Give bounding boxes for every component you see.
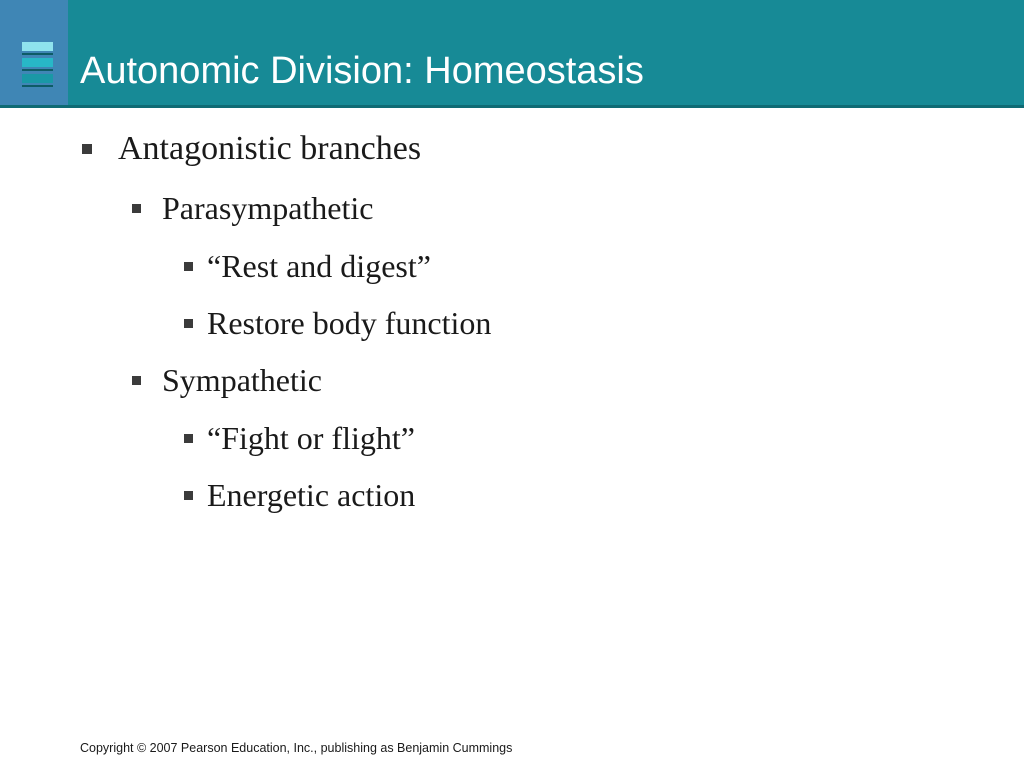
square-bullet-icon: [184, 491, 193, 500]
square-bullet-icon: [184, 262, 193, 271]
copyright-footer: Copyright © 2007 Pearson Education, Inc., publishing as Benjamin Cummings: [80, 741, 513, 755]
bullet-item: [82, 129, 421, 169]
slide-logo: [0, 0, 68, 105]
logo-bar: [22, 74, 53, 83]
header-divider: [0, 105, 1024, 108]
stacked-bars-logo-icon: [22, 42, 53, 51]
square-bullet-icon: [184, 319, 193, 328]
logo-line: [22, 69, 53, 71]
bullet-item: [132, 361, 322, 399]
bullet-text: Restore body function: [207, 304, 492, 341]
bullet-item: [184, 419, 415, 457]
bullet-text: Parasympathetic: [162, 189, 374, 226]
square-bullet-icon: [132, 376, 141, 385]
square-bullet-icon: [184, 434, 193, 443]
slide-title: Autonomic Division: Homeostasis: [80, 50, 644, 92]
bullet-item: [184, 304, 491, 342]
logo-bar: [22, 58, 53, 67]
bullet-item: [184, 247, 431, 285]
logo-line: [22, 53, 53, 55]
bullet-text: “Fight or flight”: [207, 419, 415, 456]
bullet-item: [132, 189, 373, 227]
bullet-item: [184, 476, 415, 514]
square-bullet-icon: [82, 144, 92, 154]
bullet-text: Sympathetic: [162, 361, 322, 398]
bullet-text: Antagonistic branches: [118, 130, 422, 167]
bullet-text: Energetic action: [207, 476, 416, 513]
square-bullet-icon: [132, 204, 141, 213]
logo-line: [22, 85, 53, 87]
bullet-text: “Rest and digest”: [207, 247, 431, 284]
